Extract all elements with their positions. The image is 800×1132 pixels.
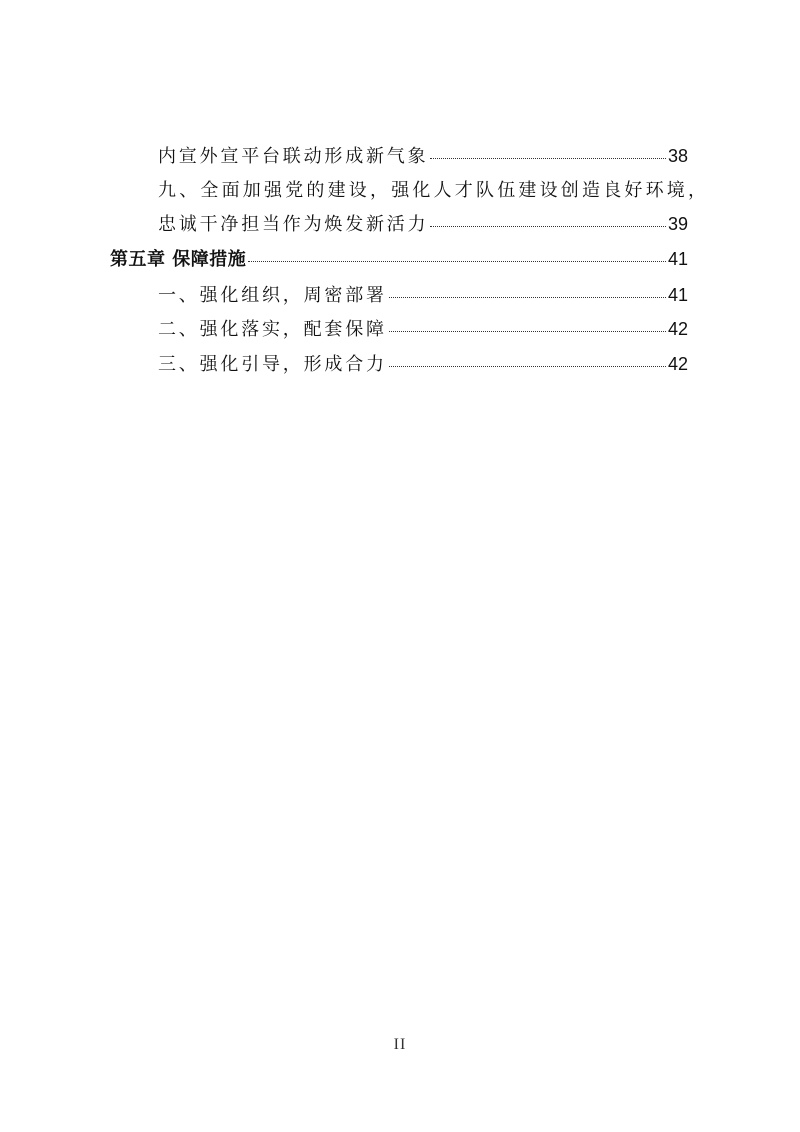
dot-leader <box>430 158 666 159</box>
toc-entry[interactable] <box>158 315 688 341</box>
toc-entry[interactable] <box>158 176 710 202</box>
toc-entry[interactable] <box>158 281 688 307</box>
page-number-footer: II <box>393 1036 407 1053</box>
dot-leader <box>248 261 666 262</box>
toc-entry-title: 三、强化引导，形成合力 <box>158 354 387 375</box>
toc-entry-title: 忠诚干净担当作为焕发新活力 <box>158 214 429 235</box>
toc-entry[interactable] <box>158 350 688 376</box>
toc-chapter-entry[interactable] <box>110 245 688 271</box>
toc-entry-page: 42 <box>667 354 688 374</box>
toc-entry-page: 41 <box>667 285 688 305</box>
toc-entry-page: 39 <box>667 214 688 234</box>
toc-entry[interactable] <box>158 210 688 236</box>
toc-entry-title: 内宣外宣平台联动形成新气象 <box>158 146 429 167</box>
toc-entry-title: 九、全面加强党的建设，强化人才队伍建设创造良好环境， <box>158 180 710 201</box>
toc-entry-page: 42 <box>667 319 688 339</box>
dot-leader <box>389 331 666 332</box>
dot-leader <box>389 366 666 367</box>
dot-leader <box>389 297 666 298</box>
toc-chapter-title: 第五章 保障措施 <box>110 249 247 270</box>
toc-entry-page: 38 <box>667 146 688 166</box>
toc-entry-title: 二、强化落实，配套保障 <box>158 319 387 340</box>
toc-entry[interactable] <box>158 142 688 168</box>
toc-entry-page: 41 <box>667 249 688 269</box>
dot-leader <box>430 226 666 227</box>
toc-entry-title: 一、强化组织，周密部署 <box>158 285 387 306</box>
